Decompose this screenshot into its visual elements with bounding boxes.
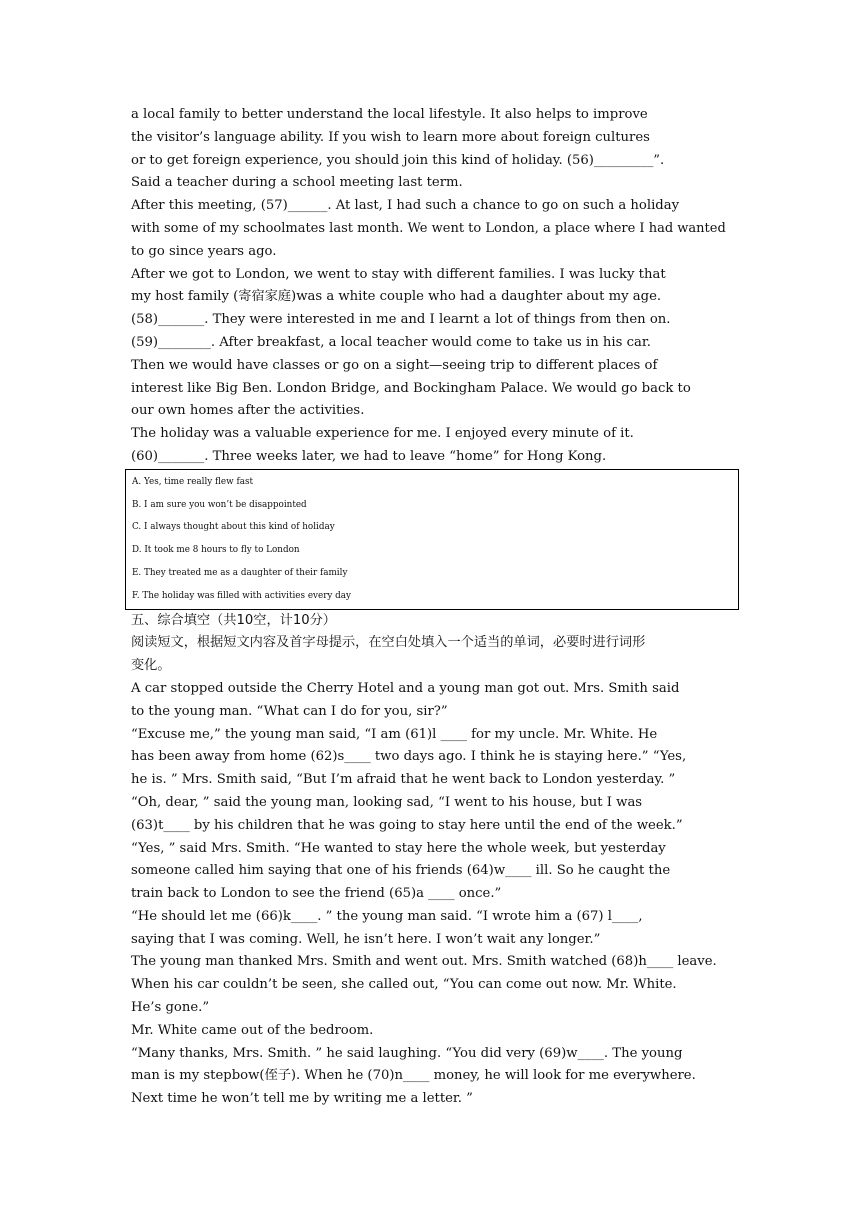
passage-line: After this meeting, (57)______. At last, I had such a chance to go on such a holiday (131, 198, 680, 214)
passage-line: The holiday was a valuable experience for me. I enjoyed every minute of it. (131, 426, 634, 442)
answer-options-box (125, 469, 739, 610)
passage-line: Said a teacher during a school meeting last term. (131, 175, 463, 191)
option-d: D. It took me 8 hours to fly to London (132, 545, 300, 556)
option-e: E. They treated me as a daughter of their family (132, 567, 348, 578)
passage-2 (131, 678, 733, 1111)
option-b: B. I am sure you won’t be disappointed (132, 499, 307, 510)
section-heading: 五、综合填空（共10空，计10分） (131, 612, 336, 628)
passage-line: “Oh, dear, ” said the young man, looking sad, “I went to his house, but I was (131, 794, 643, 810)
passage-line: “Excuse me,” the young man said, “I am (61)l ____ for my uncle. Mr. White. He (131, 726, 658, 742)
passage-line: with some of my schoolmates last month. We went to London, a place where I had wanted (131, 220, 726, 236)
passage-line: or to get foreign experience, you should join this kind of holiday. (56)_________”. (131, 152, 665, 168)
passage-line: Then we would have classes or go on a sight—seeing trip to different places of (131, 357, 658, 373)
document-page (131, 104, 733, 1111)
passage-line: (60)_______. Three weeks later, we had to leave “home” for Hong Kong. (131, 448, 607, 464)
passage-line: When his car couldn’t be seen, she called out, “You can come out now. Mr. White. (131, 977, 677, 993)
passage-line: someone called him saying that one of his friends (64)w____ ill. So he caught the (131, 863, 671, 879)
passage-line: man is my stepbow(侄子). When he (70)n____ money, he will look for me everywhere. (131, 1068, 696, 1084)
instruction-line: 变化。 (131, 658, 171, 674)
passage-line: our own homes after the activities. (131, 403, 365, 419)
passage-line: to go since years ago. (131, 243, 277, 259)
passage-1 (131, 104, 733, 469)
passage-line: Next time he won’t tell me by writing me a letter. ” (131, 1091, 473, 1107)
passage-line: (58)_______. They were interested in me and I learnt a lot of things from then on. (131, 312, 671, 328)
passage-line: to the young man. “What can I do for you, sir?” (131, 703, 448, 719)
passage-line: my host family (寄宿家庭)was a white couple who had a daughter about my age. (131, 289, 662, 305)
passage-line: He’s gone.” (131, 1000, 210, 1016)
passage-line: (59)________. After breakfast, a local teacher would come to take us in his car. (131, 334, 651, 350)
passage-line: “Yes, ” said Mrs. Smith. “He wanted to stay here the whole week, but yesterday (131, 840, 666, 856)
passage-line: interest like Big Ben. London Bridge, and Bockingham Palace. We would go back to (131, 380, 691, 396)
passage-line: has been away from home (62)s____ two days ago. I think he is staying here.” “Yes, (131, 749, 687, 765)
passage-line: (63)t____ by his children that he was going to stay here until the end of the week.” (131, 817, 683, 833)
passage-line: train back to London to see the friend (65)a ____ once.” (131, 886, 502, 902)
passage-line: “Many thanks, Mrs. Smith. ” he said laughing. “You did very (69)w____. The young (131, 1045, 683, 1061)
passage-line: A car stopped outside the Cherry Hotel and a young man got out. Mrs. Smith said (131, 680, 680, 696)
passage-line: The young man thanked Mrs. Smith and went out. Mrs. Smith watched (68)h____ leave. (131, 954, 717, 970)
option-f: F. The holiday was filled with activities every day (132, 590, 352, 601)
passage-line: the visitor’s language ability. If you wish to learn more about foreign cultures (131, 129, 650, 145)
passage-line: a local family to better understand the local lifestyle. It also helps to improve (131, 107, 648, 122)
passage-line: “He should let me (66)k____. ” the young man said. “I wrote him a (67) l____, (131, 908, 643, 924)
passage-line: Mr. White came out of the bedroom. (131, 1022, 374, 1038)
option-a: A. Yes, time really flew fast (132, 476, 253, 487)
passage-line: saying that I was coming. Well, he isn’t here. I won’t wait any longer.” (131, 931, 601, 947)
passage-line: After we got to London, we went to stay with different families. I was lucky that (131, 266, 666, 282)
instruction-line: 阅读短文，根据短文内容及首字母提示，在空白处填入一个适当的单词，必要时进行词形 (131, 635, 646, 651)
passage-line: he is. ” Mrs. Smith said, “But I’m afraid that he went back to London yesterday. ” (131, 772, 676, 788)
section-5 (131, 610, 733, 678)
option-c: C. I always thought about this kind of holiday (132, 522, 335, 533)
